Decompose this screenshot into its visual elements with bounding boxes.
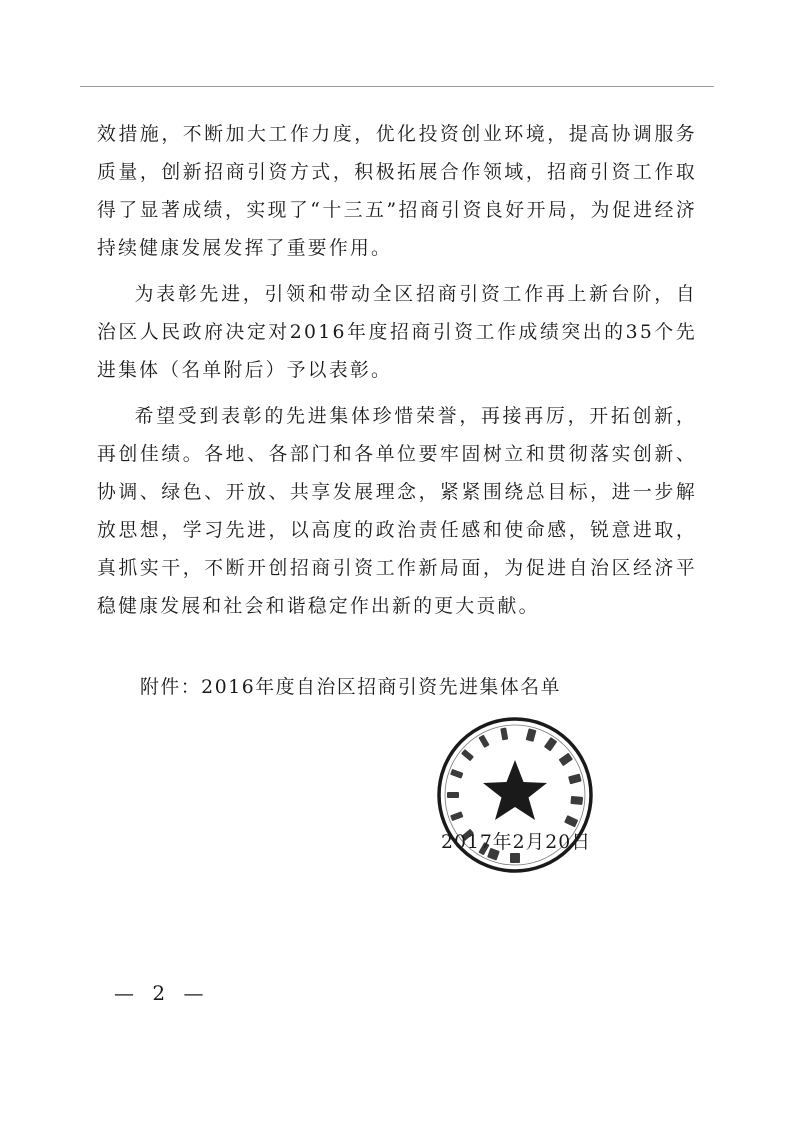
paragraph-hope: 希望受到表彰的先进集体珍惜荣誉，再接再厉，开拓创新，再创佳绩。各地、各部门和各单位要牢固树立和贯彻落实创新、协调、绿色、开放、共享发展理念，紧紧围绕总目标，进一步解放思想，学习先进，以高度的政治责任感和使命感，锐意进取，真抓实干，不断开创招商引资工作新局面，为促进自治区经济平稳健康发展和社会和谐稳定作出新的更大贡献。 [97,406,697,617]
document-body [97,116,697,626]
header-rule [80,86,714,87]
document-date: 2017年2月20日 [441,832,591,853]
page-number: — 2 — [114,981,210,1005]
paragraph-commendation: 为表彰先进，引领和带动全区招商引资工作再上新台阶，自治区人民政府决定对2016年度招商引资工作成绩突出的35个先进集体（名单附后）予以表彰。 [97,284,697,381]
attachment-line: 附件：2016年度自治区招商引资先进集体名单 [140,677,562,698]
paragraph-intro: 效措施，不断加大工作力度，优化投资创业环境，提高协调服务质量，创新招商引资方式，积极拓展合作领域，招商引资工作取得了显著成绩，实现了“十三五”招商引资良好开局，为促进经济持续健康发展发挥了重要作用。 [97,124,697,259]
star-icon [483,760,547,820]
